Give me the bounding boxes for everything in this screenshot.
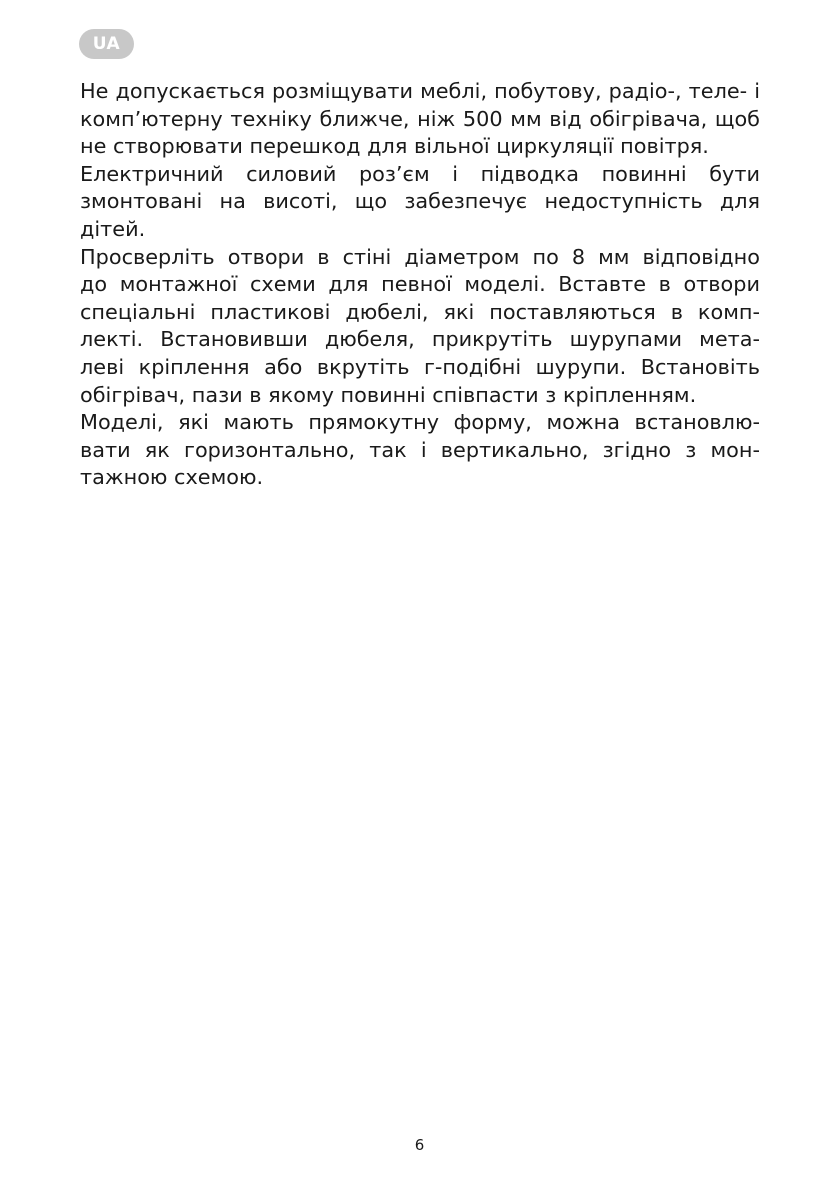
text-line: Моделі, які мають прямокутну форму, можна встановлю- (80, 410, 760, 435)
text-line: дітей. (80, 216, 146, 241)
text-line: Електричний силовий роз’єм і підводка повинні бути (80, 161, 760, 186)
text-line: Просверліть отвори в стіні діаметром по 8 мм відповідно (80, 244, 760, 269)
text-line: вати як горизонтально, так і вертикально, згідно з мон- (80, 437, 760, 462)
text-line: леві кріплення або вкрутіть г-подібні шурупи. Встановіть (80, 354, 760, 379)
text-line: не створювати перешкод для вільної циркуляції повітря. (80, 134, 709, 159)
text-line: спеціальні пластикові дюбелі, які поставляються в комп- (80, 299, 760, 324)
text-line: комп’ютерну техніку ближче, ніж 500 мм від обігрівача, щоб (80, 106, 760, 131)
document-body (80, 78, 760, 492)
paragraph-furniture-distance (80, 78, 760, 161)
text-line: тажною схемою. (80, 465, 264, 490)
text-line: Не допускається розміщувати меблі, побутову, радіо-, теле- і (80, 79, 760, 103)
text-line: до монтажної схеми для певної моделі. Вставте в отвори (80, 272, 760, 297)
text-line: лекті. Встановивши дюбеля, прикрутіть шурупами мета- (80, 327, 760, 352)
paragraph-orientation (80, 409, 760, 492)
language-badge: UA (79, 29, 134, 59)
paragraph-mounting-instructions (80, 244, 760, 410)
text-line: обігрівач, пази в якому повинні співпасти з кріпленням. (80, 382, 697, 407)
page-number: 6 (414, 1136, 425, 1154)
paragraph-power-socket (80, 161, 760, 244)
text-line: змонтовані на висоті, що забезпечує недоступність для (80, 189, 760, 214)
